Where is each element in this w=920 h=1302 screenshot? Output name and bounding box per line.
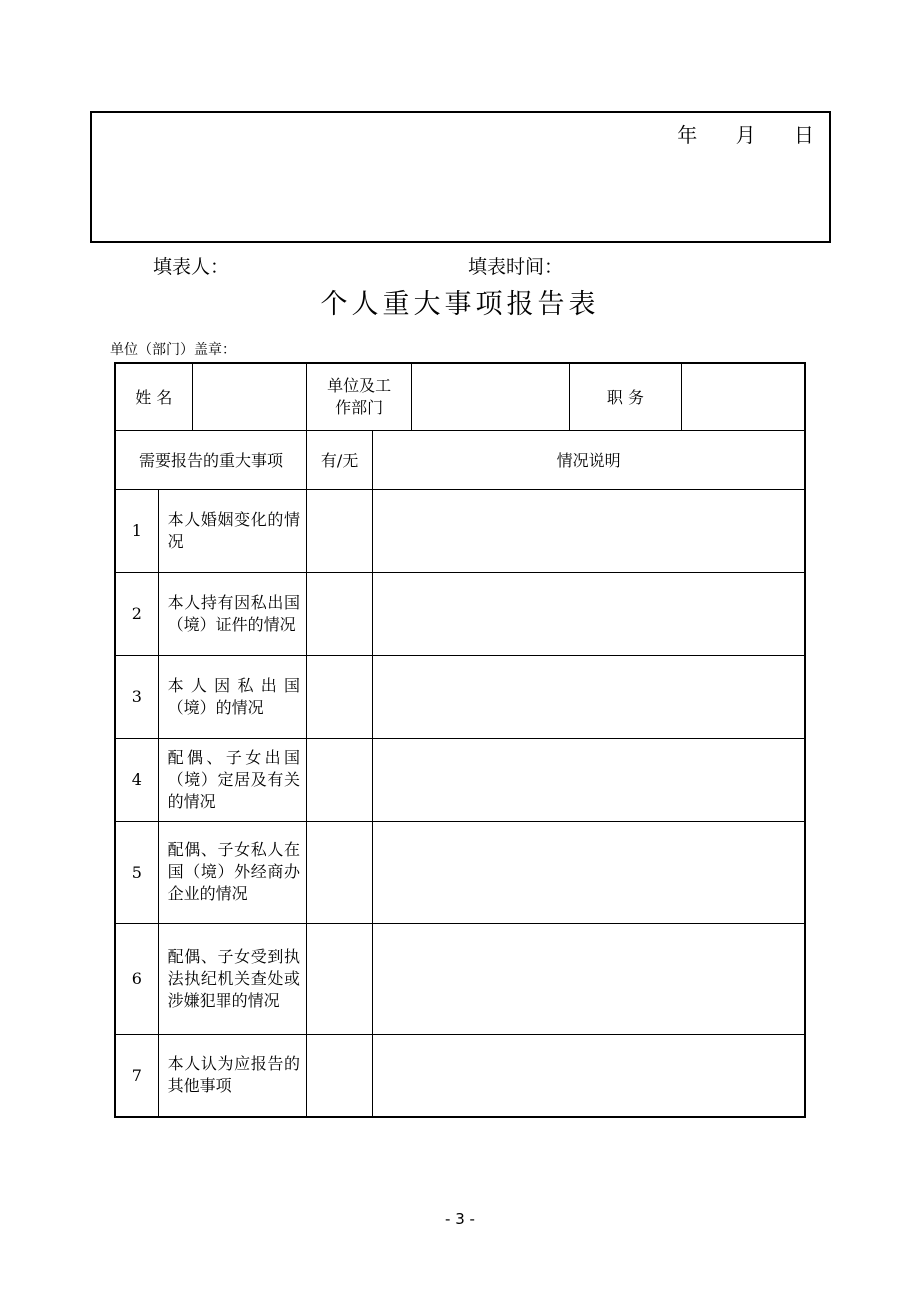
description-cell[interactable] xyxy=(373,572,805,655)
position-label: 职 务 xyxy=(569,363,681,430)
table-row xyxy=(115,655,805,738)
dept-label xyxy=(307,363,412,430)
unit-seal-label: 单位（部门）盖章： xyxy=(110,342,236,358)
yes-no-cell[interactable] xyxy=(307,821,373,923)
yes-no-cell[interactable] xyxy=(307,572,373,655)
table-row xyxy=(115,572,805,655)
column-header-row xyxy=(115,430,805,489)
table-row xyxy=(115,738,805,821)
table-row xyxy=(115,923,805,1034)
dept-label-line1: 单位及工 xyxy=(327,375,392,395)
name-label: 姓 名 xyxy=(115,363,192,430)
name-value-cell[interactable] xyxy=(192,363,306,430)
item-number: 2 xyxy=(115,572,158,655)
dept-value-cell[interactable] xyxy=(412,363,569,430)
table-row xyxy=(115,1034,805,1117)
item-text: 本人因私出国（境）的情况 xyxy=(158,655,306,738)
fill-time-label: 填表时间： xyxy=(468,256,564,278)
table-row xyxy=(115,821,805,923)
yes-no-cell[interactable] xyxy=(307,738,373,821)
description-cell[interactable] xyxy=(373,738,805,821)
item-column-header: 需要报告的重大事项 xyxy=(115,430,307,489)
filler-label: 填表人： xyxy=(153,256,230,278)
date-year: 年 xyxy=(677,123,699,147)
description-cell[interactable] xyxy=(373,1034,805,1117)
form-title: 个人重大事项报告表 xyxy=(320,289,600,320)
item-number: 4 xyxy=(115,738,158,821)
yes-no-cell[interactable] xyxy=(307,489,373,572)
yes-no-cell[interactable] xyxy=(307,923,373,1034)
item-text: 配偶、子女私人在国（境）外经商办企业的情况 xyxy=(158,821,306,923)
table-row xyxy=(115,489,805,572)
item-text: 本人持有因私出国（境）证件的情况 xyxy=(158,572,306,655)
description-cell[interactable] xyxy=(373,923,805,1034)
header-row xyxy=(115,363,805,430)
yes-no-cell[interactable] xyxy=(307,1034,373,1117)
description-cell[interactable] xyxy=(373,821,805,923)
report-table xyxy=(114,362,806,1118)
remarks-box xyxy=(90,111,831,243)
item-text: 本人婚姻变化的情况 xyxy=(158,489,306,572)
yes-no-cell[interactable] xyxy=(307,655,373,738)
item-number: 5 xyxy=(115,821,158,923)
item-text: 配偶、子女出国（境）定居及有关的情况 xyxy=(158,738,306,821)
item-number: 6 xyxy=(115,923,158,1034)
position-value-cell[interactable] xyxy=(682,363,805,430)
date-line xyxy=(647,119,815,148)
dept-label-line2: 作部门 xyxy=(335,397,384,417)
date-month: 月 xyxy=(735,123,757,147)
item-number: 7 xyxy=(115,1034,158,1117)
yes-no-column-header: 有/无 xyxy=(307,430,373,489)
item-text: 配偶、子女受到执法执纪机关查处或涉嫌犯罪的情况 xyxy=(158,923,306,1034)
description-column-header: 情况说明 xyxy=(373,430,805,489)
item-number: 1 xyxy=(115,489,158,572)
page-number: - 3 - xyxy=(445,1210,475,1228)
item-text: 本人认为应报告的其他事项 xyxy=(158,1034,306,1117)
item-number: 3 xyxy=(115,655,158,738)
date-day: 日 xyxy=(794,123,815,147)
description-cell[interactable] xyxy=(373,489,805,572)
description-cell[interactable] xyxy=(373,655,805,738)
